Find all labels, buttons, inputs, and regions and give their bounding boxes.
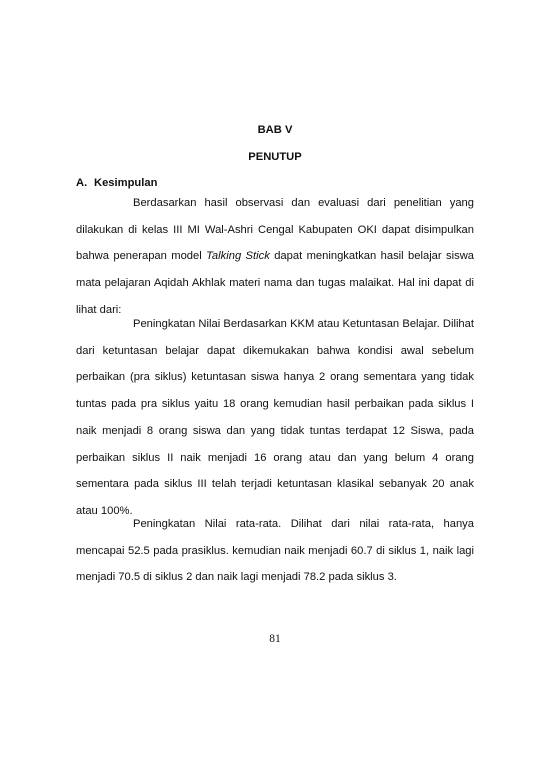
paragraph-text: Peningkatan Nilai rata-rata. Dilihat dari nilai rata-rata, hanya mencapai 52.5 pada prasiklus. kemudian naik menjadi 60.7 di siklus 1, naik lagi menjadi 70.5 di siklus 2 dan naik lagi menjadi 78.2 pada siklus 3. [76, 518, 474, 584]
section-number: A. [76, 177, 88, 189]
section-heading [76, 177, 157, 189]
paragraph-text-after: dapat meningkatkan hasil belajar siswa mata pelajaran Aqidah Akhlak materi nama dan tugas malaikat. Hal ini dapat di lihat dari: [76, 250, 475, 316]
chapter-heading: BAB V [257, 124, 293, 136]
page-number: 81 [269, 633, 281, 645]
paragraph-average-improvement [76, 511, 474, 591]
model-name-italic: Talking Stick [206, 250, 270, 263]
section-title: Kesimpulan [94, 177, 158, 189]
paragraph-text: Peningkatan Nilai Berdasarkan KKM atau Ketuntasan Belajar. Dilihat dari ketuntasan belajar dapat dikemukakan bahwa kondisi awal sebelum perbaikan (pra siklus) ketuntasan siswa hanya 2 orang sementara yang tidak tuntas pada pra siklus yaitu 18 orang kemudian hasil perbaikan pada siklus I naik menjadi 8 orang siswa dan yang tidak tuntas terdapat 12 Siswa, pada perbaikan siklus II naik menjadi 16 orang atau dan yang belum 4 orang sementara pada siklus III telah terjadi ketuntasan klasikal sebanyak 20 anak atau 100%. [76, 318, 474, 517]
paragraph-kkm-improvement [76, 311, 474, 525]
paragraph-text-before: Berdasarkan hasil observasi dan evaluasi dari penelitian yang dilakukan di kelas III MI Wal-Ashri Cengal Kabupaten OKI dapat disimpulkan bahwa penerapan model [76, 197, 474, 263]
chapter-title: PENUTUP [248, 151, 302, 163]
paragraph-conclusion-intro [76, 190, 474, 324]
